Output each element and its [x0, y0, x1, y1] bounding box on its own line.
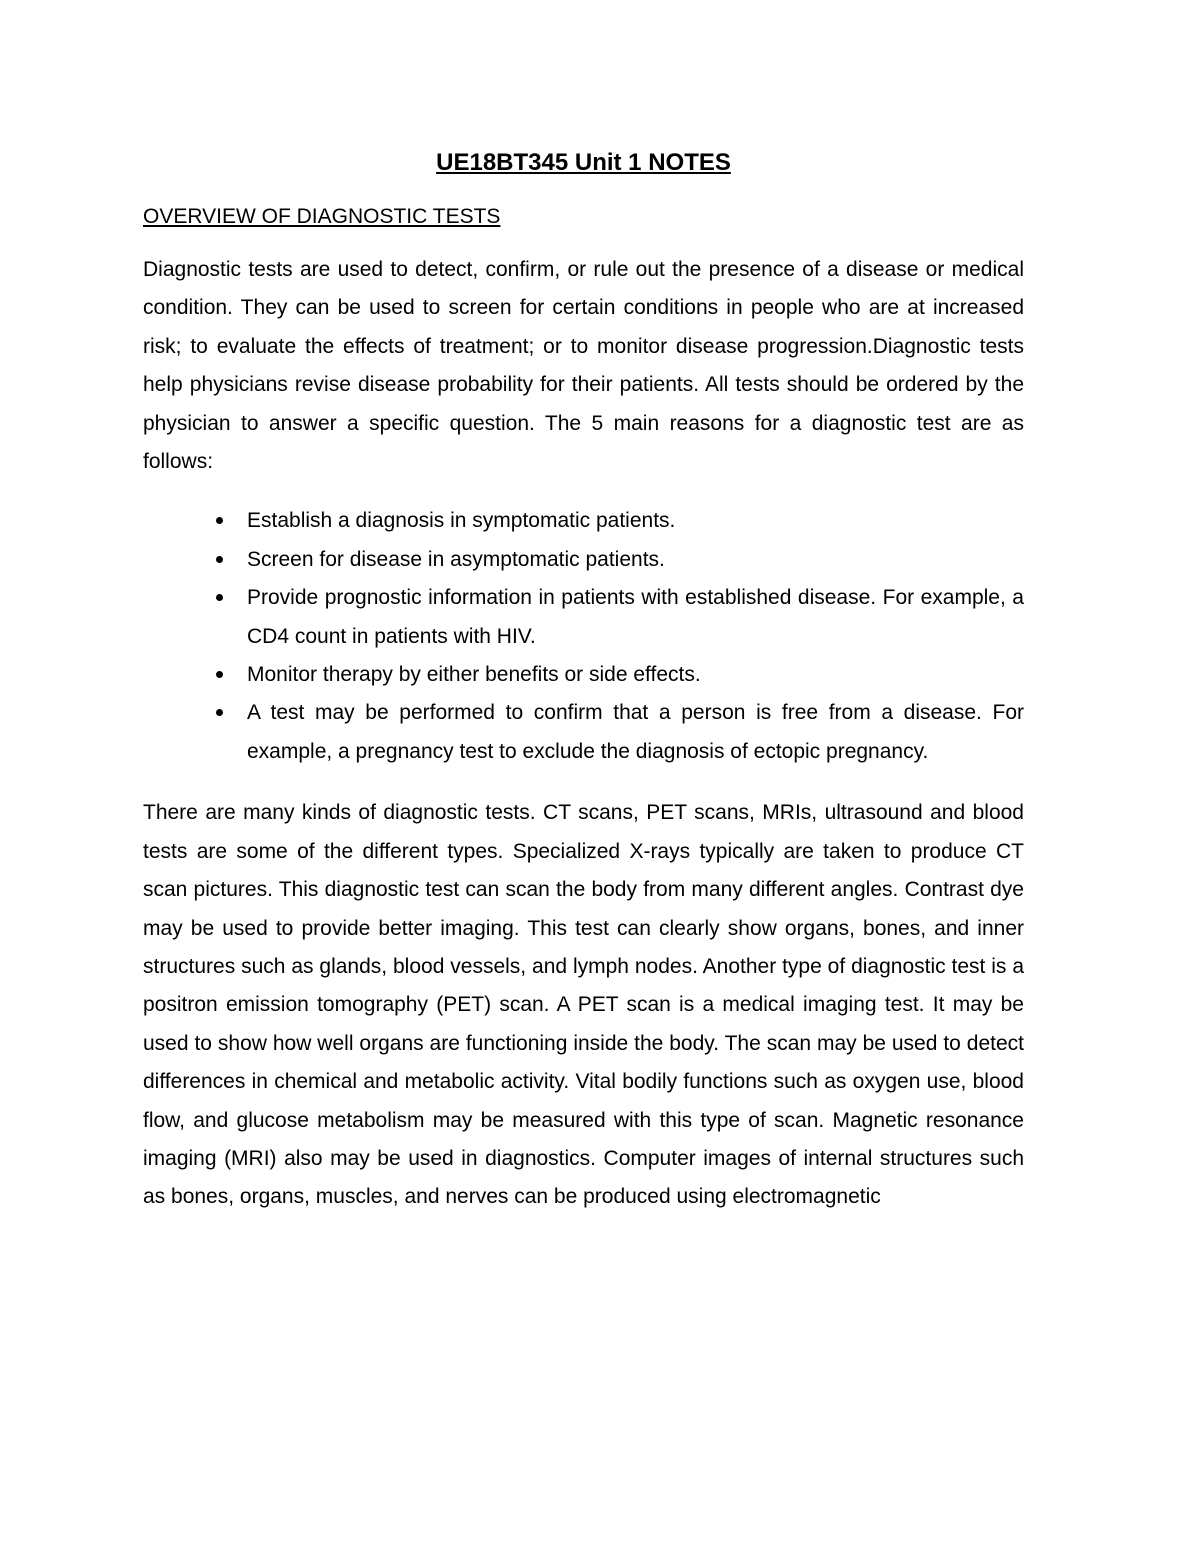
- reasons-list: [143, 502, 1024, 771]
- bullet-icon: [216, 671, 223, 678]
- bullet-icon: [216, 556, 223, 563]
- bullet-icon: [216, 709, 223, 716]
- list-item-text: Provide prognostic information in patients with established disease. For example, a CD4 count in patients with HIV.: [247, 586, 1024, 648]
- bullet-icon: [216, 517, 223, 524]
- document-body: [143, 148, 1024, 1217]
- list-item-text: A test may be performed to confirm that a person is free from a disease. For example, a pregnancy test to exclude the diagnosis of ectopic pregnancy.: [247, 701, 1024, 763]
- list-item: [143, 541, 1024, 579]
- document-title: UE18BT345 Unit 1 NOTES: [436, 149, 731, 176]
- list-item-text: Monitor therapy by either benefits or side effects.: [247, 663, 701, 687]
- list-item: [143, 694, 1024, 771]
- list-item: [143, 579, 1024, 656]
- list-item: [143, 502, 1024, 540]
- diagnostic-types-paragraph: There are many kinds of diagnostic tests. CT scans, PET scans, MRIs, ultrasound and blood tests are some of the different types. Specialized X-rays typically are taken to produce CT scan pictures. This diagnostic test can scan the body from many different angles. Contrast dye may be used to provide better imaging. This test can clearly show organs, bones, and inner structures such as glands, blood vessels, and lymph nodes. Another type of diagnostic test is a positron emission tomography (PET) scan. A PET scan is a medical imaging test. It may be used to show how well organs are functioning inside the body. The scan may be used to detect differences in chemical and metabolic activity. Vital bodily functions such as oxygen use, blood flow, and glucose metabolism may be measured with this type of scan. Magnetic resonance imaging (MRI) also may be used in diagnostics. Computer images of internal structures such as bones, organs, muscles, and nerves can be produced using electromagnetic: [143, 801, 1024, 1209]
- list-item: [143, 656, 1024, 694]
- list-item-text: Establish a diagnosis in symptomatic patients.: [247, 509, 676, 533]
- section-heading: OVERVIEW OF DIAGNOSTIC TESTS: [143, 205, 501, 228]
- list-item-text: Screen for disease in asymptomatic patients.: [247, 547, 665, 571]
- intro-paragraph: Diagnostic tests are used to detect, confirm, or rule out the presence of a disease or medical condition. They can be used to screen for certain conditions in people who are at increased risk; to evaluate the effects of treatment; or to monitor disease progression.Diagnostic tests help physicians revise disease probability for their patients. All tests should be ordered by the physician to answer a specific question. The 5 main reasons for a diagnostic test are as follows:: [143, 258, 1024, 474]
- bullet-icon: [216, 594, 223, 601]
